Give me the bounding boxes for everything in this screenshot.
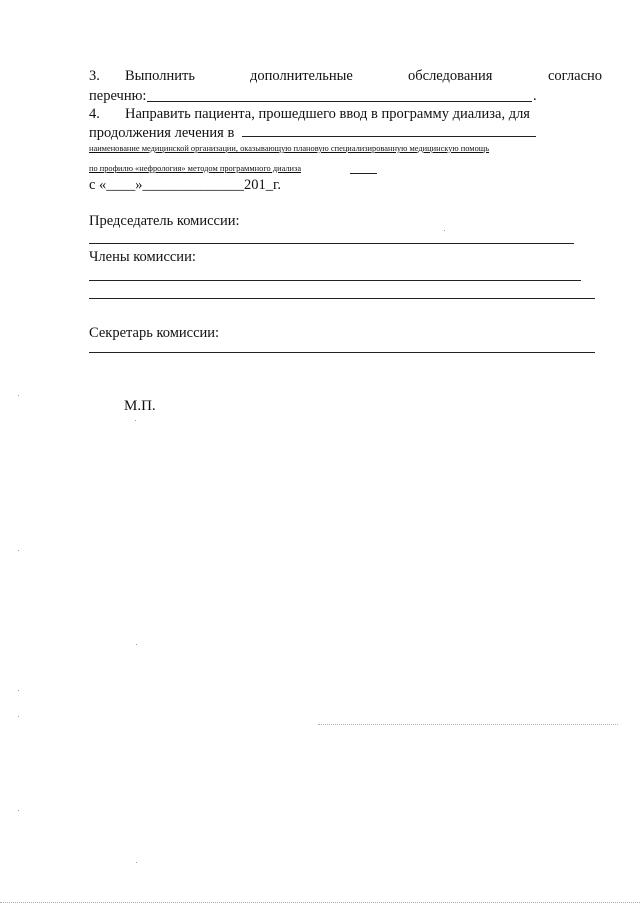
scan-speck (18, 395, 19, 396)
scan-speck (18, 550, 19, 551)
item4-fill-line (242, 136, 536, 137)
chairman-label: Председатель комиссии: (89, 213, 240, 229)
scan-speck (18, 810, 19, 811)
members-signature-line-2 (89, 298, 595, 299)
stamp-label: М.П. (124, 398, 156, 414)
scan-dotted-line (318, 724, 618, 725)
item3-word-4: согласно (548, 68, 603, 84)
members-label: Члены комиссии: (89, 249, 196, 265)
item4-date-text: с «____»______________201_г. (89, 177, 281, 193)
item3-word-1: Выполнить (125, 68, 195, 84)
scan-speck (18, 690, 19, 691)
chairman-signature-line (89, 243, 574, 244)
scan-speck (135, 420, 136, 421)
item4-hint-line2: по профилю «нефрология» методом программного диализа (89, 164, 302, 173)
members-signature-line-1 (89, 280, 581, 281)
scan-bottom-edge (0, 902, 640, 903)
scan-speck (136, 862, 137, 863)
item3-fill-line (147, 101, 532, 102)
secretary-signature-line (89, 352, 595, 353)
secretary-label: Секретарь комиссии: (89, 325, 220, 341)
item4-hint-line1: наименование медицинской организации, оказывающую плановую специализированную медицинскую помощь (89, 144, 490, 153)
item3-line2-end: . (533, 88, 537, 104)
item3-word-3: обследования (408, 68, 493, 84)
item4-text: Направить пациента, прошедшего ввод в программу диализа, для (125, 106, 530, 122)
scan-speck (136, 644, 137, 645)
item3-line2-label: перечню: (89, 88, 147, 104)
item4-hint-tail-line (350, 173, 377, 174)
scan-speck (18, 716, 19, 717)
item3-number: 3. (89, 68, 100, 84)
item4-number: 4. (89, 106, 100, 122)
item3-word-2: дополнительные (250, 68, 353, 84)
scan-speck (444, 230, 445, 231)
item4-line2-label: продолжения лечения в (89, 125, 235, 141)
